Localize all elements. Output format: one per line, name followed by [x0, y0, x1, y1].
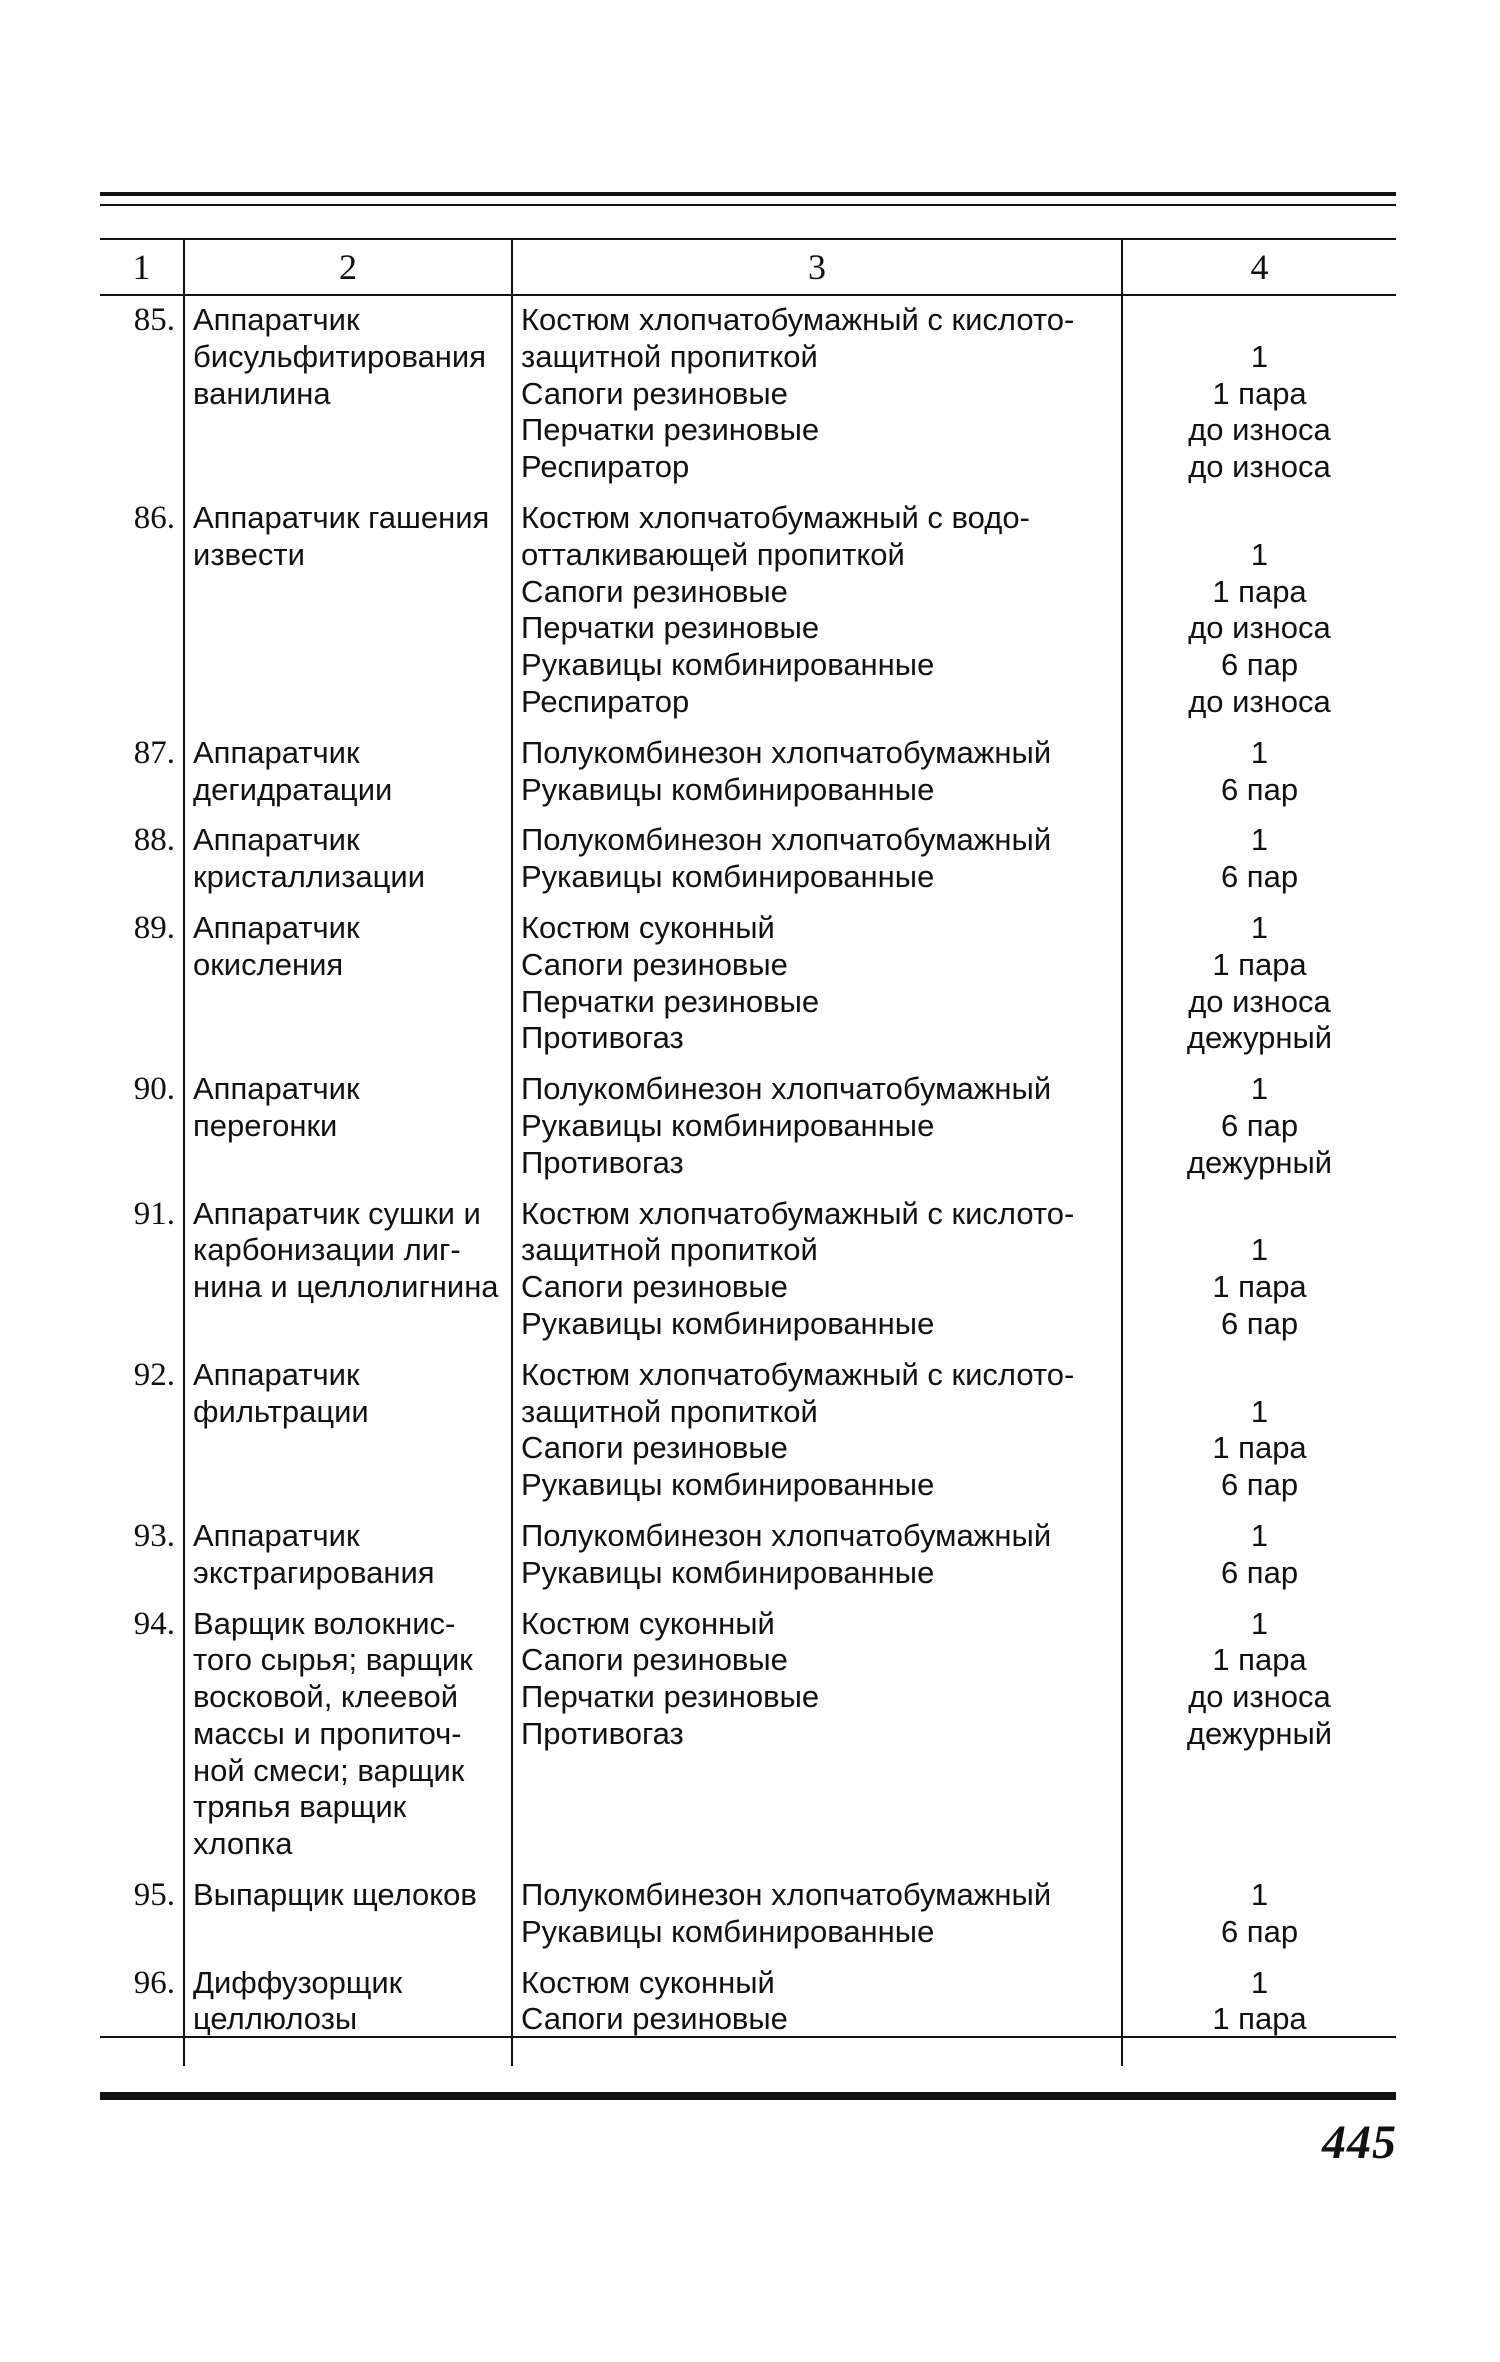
profession-cell — [184, 729, 512, 817]
clothing-item: Рукавицы комбинированные — [521, 647, 935, 683]
norm-value: до износа — [1188, 683, 1331, 719]
norm-value: 6 пар — [1220, 1913, 1299, 1949]
norm-value: 1 — [1250, 1964, 1269, 2000]
norm-value: 1 пара — [1212, 1642, 1307, 1678]
norm-value: 1 пара — [1212, 1430, 1307, 1466]
items-cell — [512, 1512, 1122, 1600]
profession-cell — [184, 1065, 512, 1189]
clothing-item: Сапоги резиновые — [521, 2001, 788, 2037]
norms-cell — [1122, 1190, 1396, 1351]
norm-value: 6 пар — [1220, 771, 1299, 807]
norm-value: до износа — [1188, 449, 1331, 485]
clothing-item: Рукавицы комбинированные — [521, 1305, 935, 1341]
norm-value: 1 пара — [1212, 946, 1307, 982]
profession-cell — [184, 1351, 512, 1512]
clothing-item: Перчатки резиновые — [521, 983, 820, 1019]
clothing-item: Полукомбинезон хлопчатобумажный — [521, 822, 1052, 858]
items-cell — [512, 1871, 1122, 1959]
clothing-item: Костюм хлопчатобумажный с кислото- — [521, 1356, 1075, 1392]
table-row — [100, 494, 1396, 729]
clothing-item: Сапоги резиновые — [521, 1430, 788, 1466]
row-number: 89. — [133, 909, 175, 946]
clothing-item: Костюм хлопчатобумажный с кислото- — [521, 302, 1075, 337]
table-row — [100, 816, 1396, 904]
norm-value: 6 пар — [1220, 859, 1299, 895]
table-row — [100, 1959, 1396, 2067]
norms-cell — [1122, 816, 1396, 904]
norm-value: 6 пар — [1220, 1107, 1299, 1143]
norms-cell — [1122, 1959, 1396, 2067]
clothing-item: защитной пропиткой — [521, 1393, 818, 1429]
clothing-item: Рукавицы комбинированные — [521, 771, 935, 807]
norm-value: 1 — [1250, 1071, 1269, 1107]
norm-value — [1131, 500, 1388, 537]
norm-value — [1131, 302, 1388, 339]
norms-cell — [1122, 1065, 1396, 1189]
table-row — [100, 1512, 1396, 1600]
page-number: 445 — [1322, 2116, 1397, 2169]
header-col-2: 2 — [184, 239, 512, 295]
row-number: 94. — [133, 1605, 175, 1642]
items-cell — [512, 295, 1122, 494]
profession-name: Варщик волокнис- того сырья; варщик восковой, клеевой массы и пропиточ- ной смеси; варщик тряпья варщик хлопка — [193, 1605, 473, 1862]
clothing-item: Противогаз — [521, 1715, 684, 1751]
table-row — [100, 904, 1396, 1065]
row-number: 86. — [133, 499, 175, 536]
norms-cell — [1122, 295, 1396, 494]
norms-cell — [1122, 494, 1396, 729]
profession-cell — [184, 816, 512, 904]
clothing-item: защитной пропиткой — [521, 338, 818, 374]
row-number: 90. — [133, 1071, 175, 1108]
profession-name: Аппаратчик бисульфитирования ванилина — [193, 302, 487, 411]
clothing-item: Сапоги резиновые — [521, 375, 788, 411]
profession-name: Аппаратчик перегонки — [193, 1071, 360, 1143]
items-cell — [512, 1600, 1122, 1872]
profession-name: Аппаратчик сушки и карбонизации лиг- нина и целлолигнина — [193, 1195, 499, 1305]
norms-cell — [1122, 904, 1396, 1065]
norm-value: 1 — [1250, 536, 1269, 572]
norm-value: 1 — [1250, 1877, 1269, 1913]
row-number: 92. — [133, 1356, 175, 1393]
clothing-item: Перчатки резиновые — [521, 412, 820, 448]
items-cell — [512, 904, 1122, 1065]
norm-value: 1 пара — [1212, 375, 1307, 411]
clothing-item: Костюм хлопчатобумажный с водо- — [521, 499, 1030, 535]
clothing-item: Респиратор — [521, 449, 690, 485]
header-col-3: 3 — [512, 239, 1122, 295]
profession-name: Аппаратчик кристаллизации — [193, 822, 426, 895]
items-cell — [512, 494, 1122, 729]
profession-name: Аппаратчик окисления — [193, 909, 360, 982]
clothing-item: Рукавицы комбинированные — [521, 1467, 935, 1503]
clothing-item: Перчатки резиновые — [521, 1679, 820, 1715]
protective-clothing-table — [100, 238, 1396, 2066]
clothing-item: Полукомбинезон хлопчатобумажный — [521, 1877, 1052, 1913]
header-col-4: 4 — [1122, 239, 1396, 295]
norm-value: 1 — [1250, 734, 1269, 770]
row-number: 95. — [133, 1877, 175, 1914]
table-row — [100, 1065, 1396, 1189]
clothing-item: Сапоги резиновые — [521, 1269, 788, 1305]
table-header — [100, 239, 1396, 295]
profession-cell — [184, 1600, 512, 1872]
top-rule-thick — [100, 192, 1396, 196]
table-bottom-rule — [100, 2036, 1396, 2038]
norm-value: дежурный — [1186, 1715, 1333, 1751]
norm-value: до износа — [1188, 983, 1331, 1019]
items-cell — [512, 1065, 1122, 1189]
profession-name: Диффузорщик целлюлозы — [193, 1964, 403, 2037]
clothing-item: защитной пропиткой — [521, 1232, 818, 1268]
norm-value: 1 — [1250, 1393, 1269, 1429]
row-number: 96. — [133, 1964, 175, 2001]
row-number: 88. — [133, 822, 175, 859]
header-col-1: 1 — [100, 239, 184, 295]
norms-cell — [1122, 1600, 1396, 1872]
norm-value: 1 — [1250, 909, 1269, 945]
profession-cell — [184, 1871, 512, 1959]
clothing-item: Респиратор — [521, 683, 690, 719]
norms-cell — [1122, 1512, 1396, 1600]
profession-name: Аппаратчик фильтрации — [193, 1356, 369, 1429]
clothing-item: Сапоги резиновые — [521, 946, 788, 982]
clothing-item: Противогаз — [521, 1144, 684, 1180]
norm-value: 1 — [1250, 1605, 1269, 1641]
row-number: 91. — [133, 1195, 175, 1232]
table-row — [100, 729, 1396, 817]
clothing-item: Полукомбинезон хлопчатобумажный — [521, 1071, 1052, 1107]
norm-value: до износа — [1188, 610, 1331, 646]
table-row — [100, 1600, 1396, 1872]
norm-value: 1 — [1250, 1517, 1269, 1553]
clothing-item: Полукомбинезон хлопчатобумажный — [521, 734, 1052, 770]
items-cell — [512, 1190, 1122, 1351]
profession-name: Выпарщик щелоков — [193, 1877, 477, 1913]
norm-value — [1131, 1357, 1388, 1394]
clothing-item: Противогаз — [521, 1020, 684, 1056]
norm-value: 1 пара — [1212, 573, 1307, 609]
row-number: 93. — [133, 1517, 175, 1554]
clothing-item: Костюм суконный — [521, 1964, 775, 2000]
norm-value: 1 — [1250, 822, 1269, 858]
clothing-item: Сапоги резиновые — [521, 573, 788, 609]
top-rule-thin — [100, 204, 1396, 206]
items-cell — [512, 1351, 1122, 1512]
clothing-item: Рукавицы комбинированные — [521, 1107, 935, 1143]
clothing-item: Костюм суконный — [521, 909, 775, 945]
norm-value: 6 пар — [1220, 647, 1299, 683]
norm-value: до износа — [1188, 412, 1331, 448]
row-number: 85. — [133, 302, 175, 338]
items-cell — [512, 816, 1122, 904]
profession-cell — [184, 494, 512, 729]
norm-value: дежурный — [1186, 1144, 1333, 1180]
clothing-item: Рукавицы комбинированные — [521, 1913, 935, 1949]
norm-value: до износа — [1188, 1679, 1331, 1715]
clothing-item: Костюм суконный — [521, 1605, 775, 1641]
footer-rule — [100, 2092, 1396, 2100]
norms-cell — [1122, 1871, 1396, 1959]
norm-value: 1 — [1250, 1232, 1269, 1268]
items-cell — [512, 1959, 1122, 2067]
norm-value — [1131, 1196, 1388, 1233]
norm-value: 1 пара — [1212, 1269, 1307, 1305]
row-number: 87. — [133, 734, 175, 771]
clothing-item: Сапоги резиновые — [521, 1642, 788, 1678]
clothing-item: Полукомбинезон хлопчатобумажный — [521, 1517, 1052, 1553]
clothing-item: отталкивающей пропиткой — [521, 536, 905, 572]
norms-cell — [1122, 729, 1396, 817]
profession-cell — [184, 295, 512, 494]
profession-name: Аппаратчик гашения извести — [193, 499, 490, 572]
norm-value: 6 пар — [1220, 1305, 1299, 1341]
table-row — [100, 295, 1396, 494]
clothing-item: Рукавицы комбинированные — [521, 1554, 935, 1590]
table-body — [100, 295, 1396, 2066]
table-row — [100, 1871, 1396, 1959]
clothing-item: Костюм хлопчатобумажный с кислото- — [521, 1195, 1075, 1231]
profession-name: Аппаратчик экстрагирования — [193, 1517, 435, 1590]
norm-value: 1 — [1250, 338, 1269, 374]
profession-cell — [184, 904, 512, 1065]
table-row — [100, 1190, 1396, 1351]
table-row — [100, 1351, 1396, 1512]
profession-cell — [184, 1190, 512, 1351]
items-cell — [512, 729, 1122, 817]
profession-cell — [184, 1959, 512, 2067]
profession-cell — [184, 1512, 512, 1600]
clothing-item: Перчатки резиновые — [521, 610, 820, 646]
clothing-item: Рукавицы комбинированные — [521, 859, 935, 895]
norm-value: дежурный — [1186, 1020, 1333, 1056]
norm-value: 6 пар — [1220, 1467, 1299, 1503]
profession-name: Аппаратчик дегидратации — [193, 734, 393, 807]
norm-value: 1 пара — [1212, 2001, 1307, 2037]
norm-value: 6 пар — [1220, 1554, 1299, 1590]
norms-cell — [1122, 1351, 1396, 1512]
